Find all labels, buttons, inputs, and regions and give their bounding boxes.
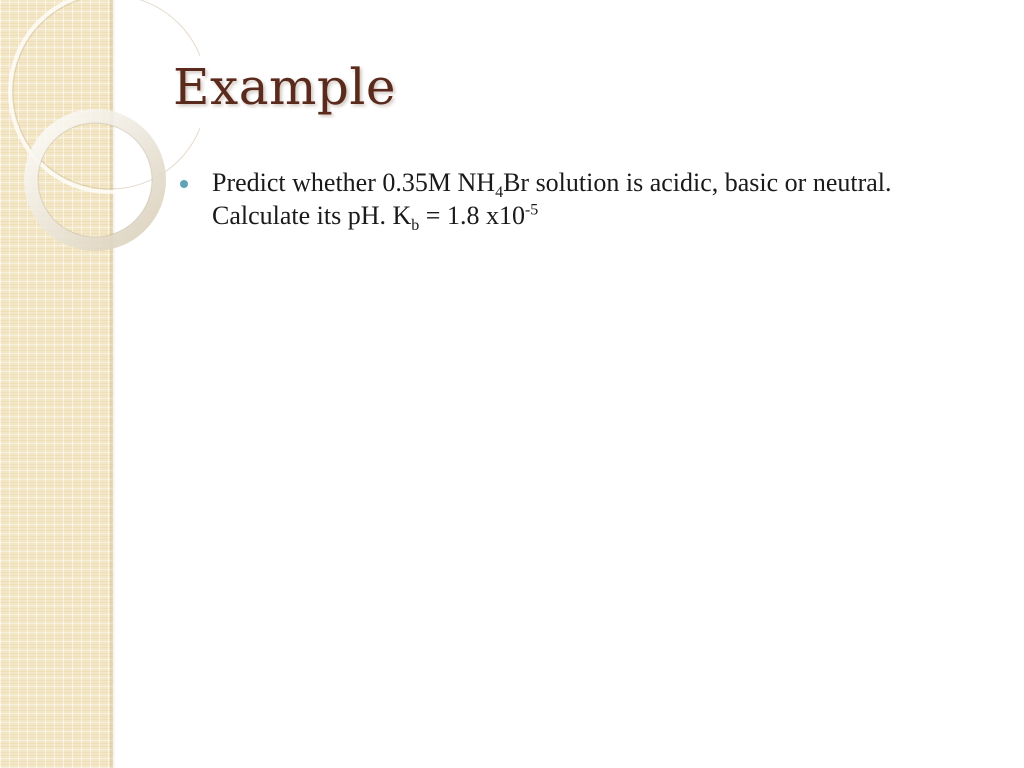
subscript-b: b xyxy=(411,217,420,235)
subscript-4: 4 xyxy=(495,184,504,202)
bullet-item xyxy=(180,166,940,235)
bullet-list xyxy=(180,166,940,235)
slide-title: Example xyxy=(173,58,397,116)
bullet-text-part: Br solution is acidic, basic or neutral. Calculate its pH. K xyxy=(212,168,892,230)
superscript-exponent: -5 xyxy=(524,201,539,219)
bullet-text-part: = 1.8 x10 xyxy=(419,201,525,230)
bullet-text-part: Predict whether 0.35M NH xyxy=(212,168,496,197)
small-ring-icon xyxy=(31,116,159,244)
bullet-text xyxy=(212,166,932,235)
bullet-dot-icon xyxy=(180,180,188,188)
ring-decoration-icon xyxy=(0,0,200,320)
